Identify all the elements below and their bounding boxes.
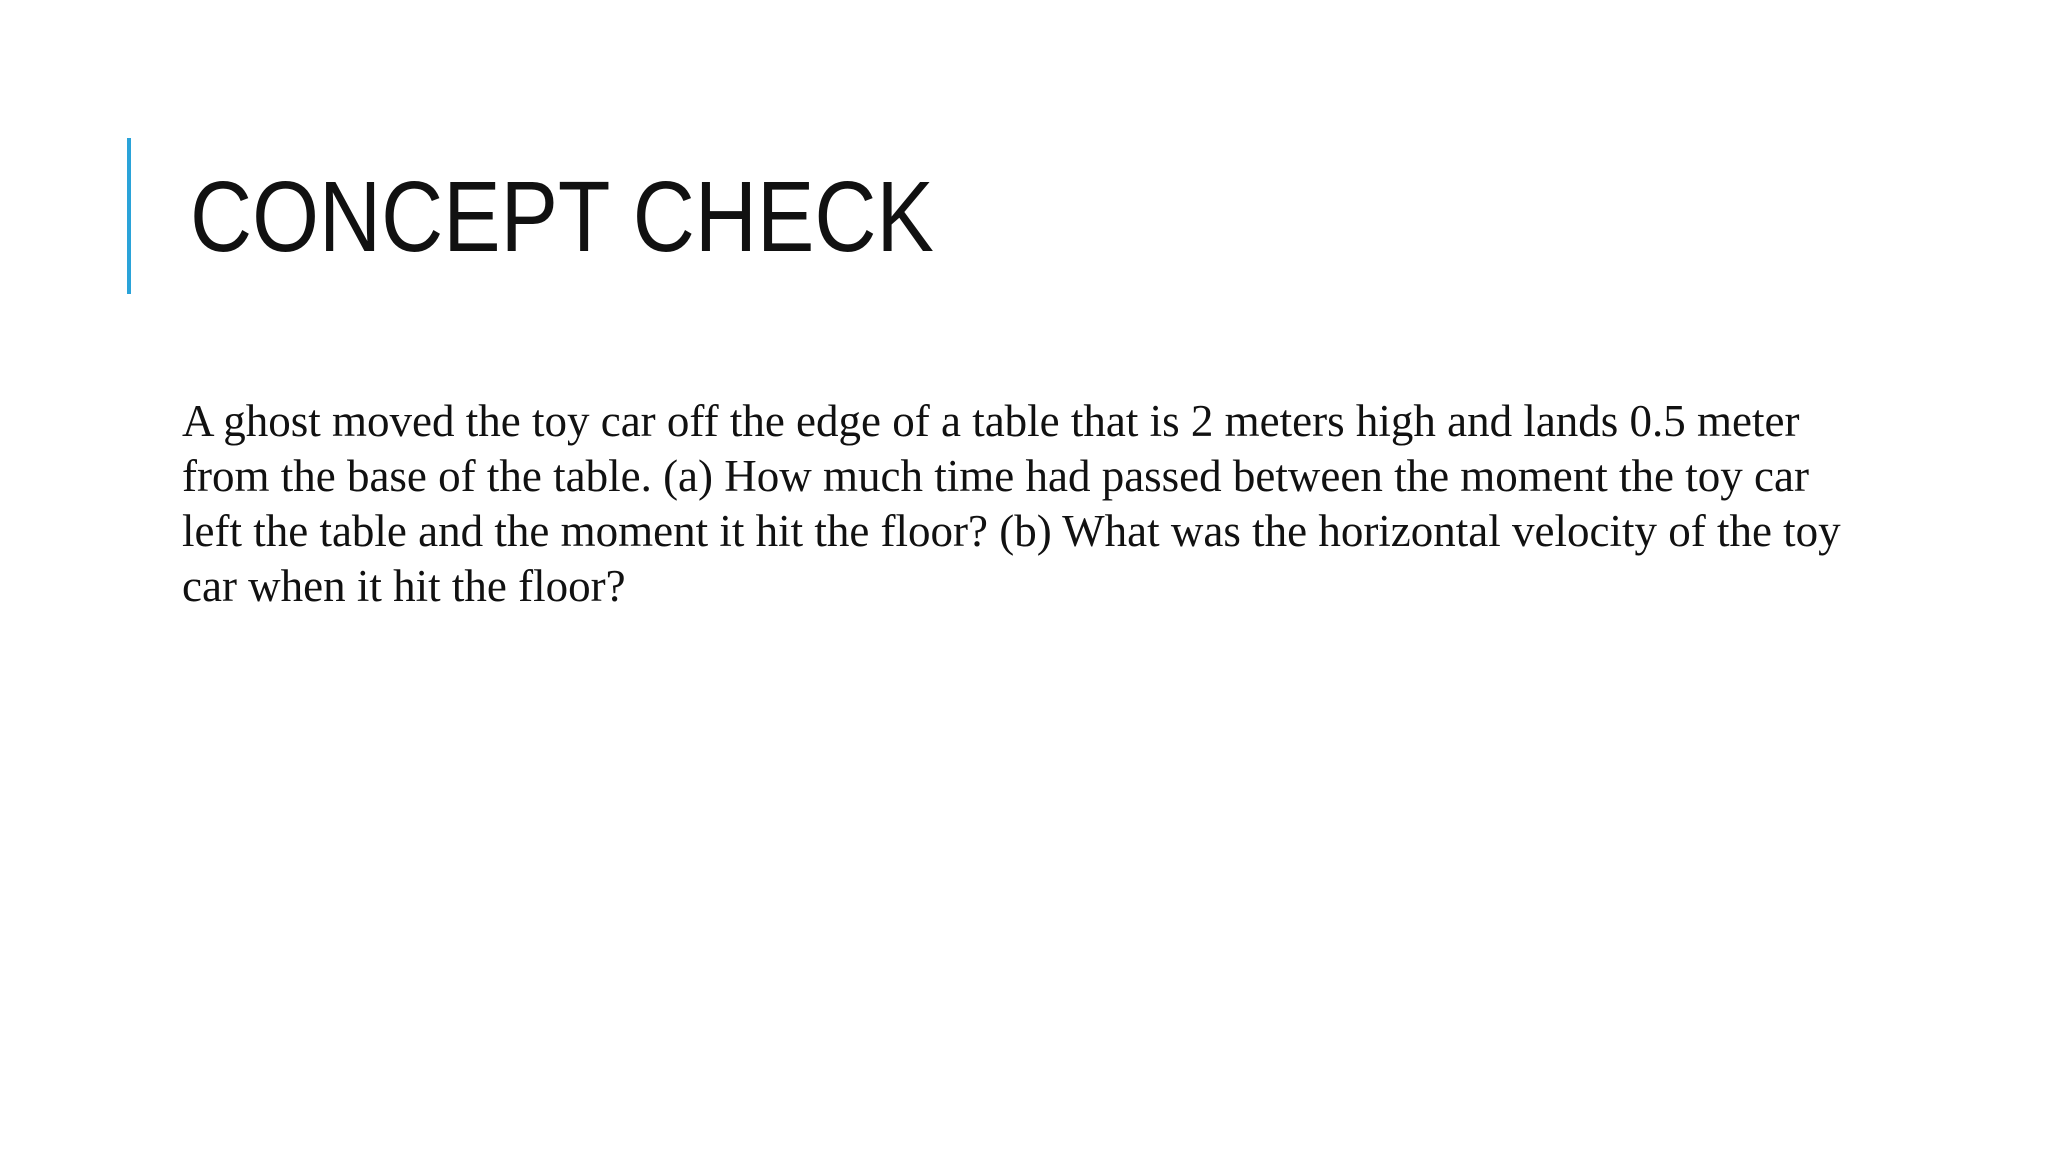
slide-title: CONCEPT CHECK xyxy=(190,161,934,273)
slide-body-text: A ghost moved the toy car off the edge of a table that is 2 meters high and lands 0.5 meter from the base of the table. (a) How much time had passed between the moment the toy car left the table and the moment it hit the floor? (b) What was the horizontal velocity of the toy car when it hit the floor? xyxy=(182,396,1841,611)
title-accent-bar xyxy=(127,138,131,294)
